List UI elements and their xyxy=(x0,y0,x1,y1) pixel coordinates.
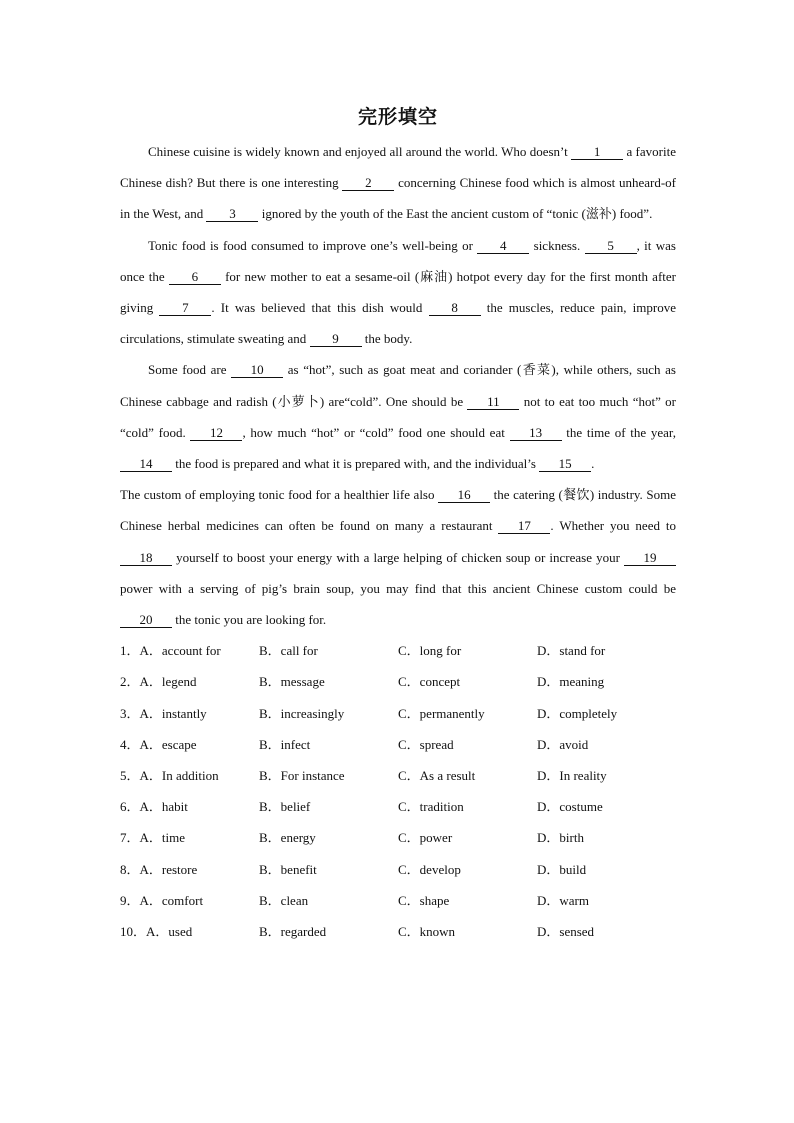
passage-text: power with a serving of pig’s brain soup, you may find that this ancient Chinese custom could be xyxy=(120,580,676,596)
option-text: D．build xyxy=(537,861,587,877)
option-row xyxy=(120,916,676,947)
option-text: A．time xyxy=(139,830,186,846)
answer-options xyxy=(120,635,676,947)
passage-text: the catering (餐饮) industry. Some Chinese herbal medicines can often be found on many a restaurant xyxy=(120,487,676,534)
blank-number: 19 xyxy=(624,550,676,566)
option-b xyxy=(259,822,398,853)
option-b xyxy=(259,885,398,916)
passage-text: concerning Chinese food which is almost unheard-of in the West, and xyxy=(120,175,676,222)
option-text: D．costume xyxy=(537,799,603,815)
passage-text: Chinese cuisine is widely known and enjoyed all around the world. Who doesn’t xyxy=(148,144,572,159)
option-row xyxy=(120,760,676,791)
option-row xyxy=(120,822,676,853)
option-text: B．message xyxy=(259,674,325,690)
option-a xyxy=(120,885,259,916)
question-number: 10． xyxy=(120,923,147,939)
option-text: B．benefit xyxy=(259,861,317,877)
blank-number: 8 xyxy=(429,300,481,316)
option-text: C．long for xyxy=(398,643,462,659)
option-text: B．clean xyxy=(259,892,309,908)
option-c xyxy=(398,760,537,791)
passage-text: . It was believed that this dish would xyxy=(211,300,429,316)
blank-number: 14 xyxy=(120,456,172,472)
question-number: 1． xyxy=(120,643,140,659)
passage-paragraph xyxy=(120,230,676,355)
option-b xyxy=(259,791,398,822)
option-d xyxy=(537,916,676,947)
option-d xyxy=(537,885,676,916)
blank-number: 3 xyxy=(206,206,258,222)
option-d xyxy=(537,729,676,760)
option-row xyxy=(120,791,676,822)
option-a xyxy=(120,916,259,947)
option-a xyxy=(120,822,259,853)
option-row xyxy=(120,698,676,729)
option-text: B．energy xyxy=(259,830,316,846)
option-b xyxy=(259,729,398,760)
option-b xyxy=(259,635,398,666)
option-c xyxy=(398,854,537,885)
option-b xyxy=(259,760,398,791)
passage-text: The custom of employing tonic food for a healthier life also xyxy=(120,487,439,503)
blank-number: 18 xyxy=(120,550,172,566)
blank-number: 10 xyxy=(231,362,283,378)
page-title: 完形填空 xyxy=(357,106,438,128)
option-d xyxy=(537,635,676,666)
blank-number: 13 xyxy=(510,425,562,441)
option-d xyxy=(537,666,676,697)
option-text: A．comfort xyxy=(139,892,204,908)
option-text: D．avoid xyxy=(537,736,589,752)
option-text: A．In addition xyxy=(139,768,219,783)
passage-text: not to eat too much “hot” or “cold” food. xyxy=(120,393,676,440)
option-text: A．account for xyxy=(139,643,221,659)
option-text: A．instantly xyxy=(139,705,207,721)
passage-text: yourself to boost your energy with a large helping of chicken soup or increase your xyxy=(172,549,624,565)
passage-text: , how much “hot” or “cold” food one should eat xyxy=(242,424,510,440)
blank-number: 9 xyxy=(310,331,362,347)
option-text: D．sensed xyxy=(537,923,595,939)
blank-number: 12 xyxy=(190,425,242,441)
option-text: C．develop xyxy=(398,861,461,877)
blank-number: 2 xyxy=(342,175,394,191)
passage-text: as “hot”, such as goat meat and coriander (香菜), while others, such as Chinese cabbage and radish (小萝卜) are“cold”. One should be xyxy=(120,362,676,409)
option-text: C．As a result xyxy=(398,768,476,783)
passage-text: a favorite Chinese dish? But there is one interesting xyxy=(120,144,676,191)
passage-paragraph xyxy=(120,354,676,479)
passage-text: the tonic you are looking for. xyxy=(172,612,327,628)
passage-text: ignored by the youth of the East the ancient custom of “tonic (滋补) food”. xyxy=(258,206,653,222)
option-row xyxy=(120,666,676,697)
blank-number: 16 xyxy=(438,487,490,503)
option-text: B．regarded xyxy=(259,923,327,939)
option-text: B．For instance xyxy=(259,768,345,783)
passage-text: Tonic food is food consumed to improve one’s well-being or xyxy=(148,237,478,253)
question-number: 8． xyxy=(120,861,140,877)
option-row xyxy=(120,885,676,916)
blank-number: 5 xyxy=(585,238,637,254)
question-number: 5． xyxy=(120,768,140,783)
option-d xyxy=(537,854,676,885)
question-number: 6． xyxy=(120,799,140,815)
option-d xyxy=(537,760,676,791)
blank-number: 7 xyxy=(159,300,211,316)
option-c xyxy=(398,822,537,853)
option-d xyxy=(537,822,676,853)
blank-number: 15 xyxy=(539,456,591,472)
passage-text: for new mother to eat a sesame-oil (麻油) hotpot every day for the first month after giving xyxy=(120,268,676,316)
option-text: D．meaning xyxy=(537,674,605,690)
option-b xyxy=(259,698,398,729)
option-a xyxy=(120,791,259,822)
option-a xyxy=(120,854,259,885)
option-c xyxy=(398,791,537,822)
option-text: A．legend xyxy=(139,674,197,690)
option-text: C．shape xyxy=(398,892,450,908)
option-d xyxy=(537,791,676,822)
passage-text: the muscles, reduce pain, improve circulations, stimulate sweating and xyxy=(120,300,676,347)
option-text: A．used xyxy=(146,923,193,939)
option-a xyxy=(120,635,259,666)
blank-number: 6 xyxy=(169,269,221,285)
option-c xyxy=(398,729,537,760)
option-c xyxy=(398,635,537,666)
blank-number: 1 xyxy=(571,144,623,160)
option-text: A．escape xyxy=(139,736,197,752)
passage-text: sickness. xyxy=(529,237,585,253)
option-text: C．tradition xyxy=(398,799,464,815)
question-number: 2． xyxy=(120,674,140,690)
passage-text: the body. xyxy=(361,331,413,347)
question-number: 9． xyxy=(120,892,140,908)
passage-text: . Whether you need to xyxy=(550,518,676,534)
cloze-passage xyxy=(120,136,676,635)
option-text: C．spread xyxy=(398,736,454,752)
option-text: D．birth xyxy=(537,830,584,846)
option-row xyxy=(120,854,676,885)
option-a xyxy=(120,760,259,791)
question-number: 3． xyxy=(120,705,140,721)
option-text: C．permanently xyxy=(398,705,485,721)
option-text: A．restore xyxy=(139,861,198,877)
option-a xyxy=(120,698,259,729)
option-d xyxy=(537,698,676,729)
option-b xyxy=(259,854,398,885)
blank-number: 4 xyxy=(477,238,529,254)
option-a xyxy=(120,666,259,697)
option-c xyxy=(398,916,537,947)
option-text: C．concept xyxy=(398,674,461,690)
option-a xyxy=(120,729,259,760)
option-text: B．infect xyxy=(259,736,311,752)
blank-number: 20 xyxy=(120,612,172,628)
option-text: B．call for xyxy=(259,643,318,659)
option-text: C．power xyxy=(398,830,453,846)
option-text: B．increasingly xyxy=(259,705,345,721)
option-text: D．completely xyxy=(537,705,618,721)
passage-text: , it was once the xyxy=(120,237,676,284)
option-b xyxy=(259,916,398,947)
option-row xyxy=(120,635,676,666)
option-text: D．stand for xyxy=(537,643,606,659)
option-text: A．habit xyxy=(139,799,188,815)
option-text: D．In reality xyxy=(537,768,607,783)
passage-text: the food is prepared and what it is prepared with, and the individual’s xyxy=(172,456,540,472)
passage-text: Some food are xyxy=(148,362,232,378)
option-c xyxy=(398,885,537,916)
option-row xyxy=(120,729,676,760)
option-text: B．belief xyxy=(259,799,311,815)
passage-paragraph xyxy=(120,479,676,635)
blank-number: 11 xyxy=(467,394,519,410)
question-number: 4． xyxy=(120,736,140,752)
option-c xyxy=(398,698,537,729)
passage-text: the time of the year, xyxy=(561,424,676,440)
option-text: D．warm xyxy=(537,892,589,908)
option-b xyxy=(259,666,398,697)
question-number: 7． xyxy=(120,830,140,846)
option-c xyxy=(398,666,537,697)
passage-text: . xyxy=(591,456,595,472)
option-text: C．known xyxy=(398,923,456,939)
blank-number: 17 xyxy=(498,518,550,534)
passage-paragraph xyxy=(120,136,676,230)
